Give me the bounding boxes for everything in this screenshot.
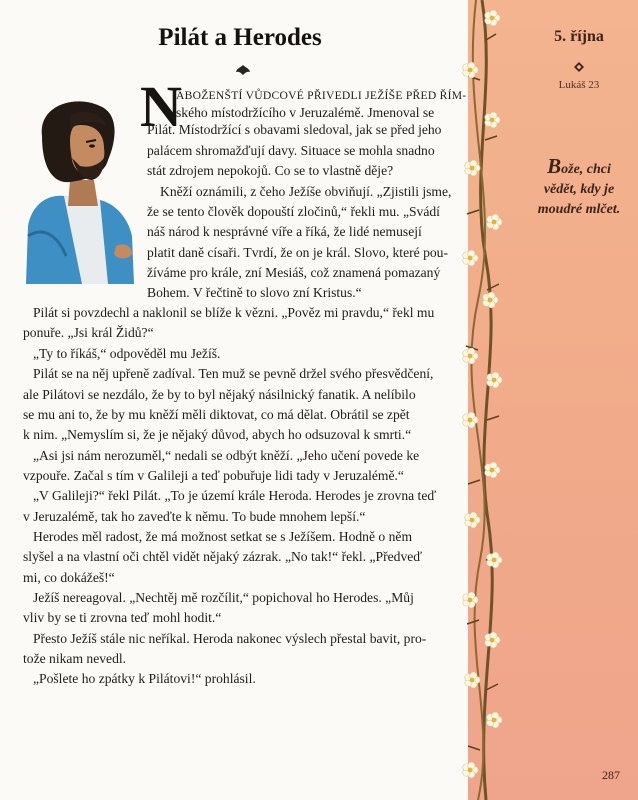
text-line: „Ty to říkáš,“ odpověděl mu Ježíš. xyxy=(33,346,221,361)
text-line: ského místodržícího v Jeruzalémě. Jmenoval se xyxy=(176,105,435,120)
text-line: Herodes měl radost, že má možnost setkat se s Ježíšem. Hodně o něm xyxy=(33,529,413,544)
text-line: ale Pilátovi se nezdálo, že by to byl nějaký násilnický fanatik. A nelíbilo xyxy=(23,387,416,402)
flower-icon xyxy=(463,762,478,778)
text-line: Bohem. V řečtině to slovo zní Kristus.“ xyxy=(147,285,362,300)
quote-line: moudré mlčet. xyxy=(537,202,621,217)
flower-icon xyxy=(463,250,478,266)
text-line: Kněží oznámili, z čeho Ježíše obviňují. „Zjistili jsme, xyxy=(160,184,452,199)
text-line: Ježíš nereagoval. „Nechtěj mě rozčílit,“ popichoval ho Herodes. „Můj xyxy=(33,590,414,605)
text-line: Pilát si povzdechl a naklonil se blíže k vězni. „Pověz mi pravdu,“ řekl mu xyxy=(33,305,435,320)
flower-icon xyxy=(485,112,500,128)
text-line: ponuře. „Jsi král Židů?“ xyxy=(23,325,154,340)
text-line: palácem shromažďují davy. Situace se mohla snadno xyxy=(147,143,435,158)
flower-icon xyxy=(463,62,478,78)
flower-icon xyxy=(487,372,502,388)
date-heading: 5. října xyxy=(554,28,604,45)
text-line: stát zdrojem nepokojů. Co se to vlastně děje? xyxy=(147,163,394,178)
text-line: žíváme pro krále, zní Mesiáš, což znamená pomazaný xyxy=(147,265,441,280)
flower-icon xyxy=(487,552,502,568)
text-line: v Jeruzalémě, tak ho zaveďte k němu. To bude mnohem lepší.“ xyxy=(23,509,366,524)
flower-icon xyxy=(485,10,500,26)
page-title: Pilát a Herodes xyxy=(158,24,322,51)
text-line: „Pošlete ho zpátky k Pilátovi!“ prohlásil. xyxy=(33,671,256,686)
text-line: vzpouře. Začal s tím v Galileji a teď pobuřuje lidi tady v Jeruzalémě.“ xyxy=(23,468,404,483)
text-line: náš národ k nesprávné víře a říká, že lidé nemusejí xyxy=(147,224,422,239)
drop-cap: N xyxy=(140,74,182,139)
flower-icon xyxy=(487,712,502,728)
text-line: vliv by se ti zrovna teď mohl hodit.“ xyxy=(23,610,222,625)
flower-icon xyxy=(485,632,500,648)
flower-icon xyxy=(465,512,480,528)
quote-line: ože, chci xyxy=(561,162,611,177)
diamond-ornament-icon xyxy=(574,62,584,72)
text-line: Pilát. Místodržící s obavami sledoval, jak se před jeho xyxy=(147,122,442,137)
text-line: Pilát se na něj upřeně zadíval. Ten muž se pevně držel svého přesvědčení, xyxy=(33,366,434,381)
flower-icon xyxy=(487,214,502,230)
bible-reference: Lukáš 23 xyxy=(558,79,600,91)
flower-icon xyxy=(465,160,480,176)
text-line: že se tento člověk dopouští zločinů,“ řekli mu. „Svádí xyxy=(147,204,440,219)
flower-icon xyxy=(483,292,498,308)
flower-icon xyxy=(463,348,478,364)
text-line: mi, co dokážeš!“ xyxy=(23,570,115,585)
text-line: se mu ani to, že by mu kněží měli diktovat, co má dělat. Obrátil se zpět xyxy=(23,407,410,422)
text-line: „Asi jsi nám nerozuměl,“ nedali se odbýt kněží. „Jeho učení povede ke xyxy=(33,448,420,463)
text-line: k nim. „Nemyslím si, že je nějaký důvod, abych ho odsuzoval k smrti.“ xyxy=(23,427,412,442)
fleuron-ornament-icon xyxy=(235,64,251,76)
jesus-portrait-illustration xyxy=(24,96,136,284)
prayer-quote xyxy=(520,156,638,220)
text-line: ÁBOŽENŠTÍ VŮDCOVÉ PŘIVEDLI JEŽÍŠE PŘED ŘÍM- xyxy=(176,89,467,102)
text-line: „V Galileji?“ řekl Pilát. „To je území krále Heroda. Herodes je zrovna teď xyxy=(33,488,437,503)
flower-icon xyxy=(485,462,500,478)
quote-initial: B xyxy=(547,154,562,178)
quote-line: vědět, kdy je xyxy=(543,182,615,197)
text-line: Přesto Ježíš stále nic neříkal. Heroda nakonec výslech přestal bavit, pro- xyxy=(33,631,427,646)
text-line: platit daně císaři. Tvrdí, že on je král. Slovo, které pou- xyxy=(147,245,448,260)
text-line: slyšel a na vlastní oči chtěl vidět nějaký zázrak. „No tak!“ řekl. „Předveď xyxy=(23,549,423,564)
thorn-vine-border xyxy=(452,0,522,800)
page-number: 287 xyxy=(602,768,620,782)
text-line: tože nikam nevedl. xyxy=(23,651,127,666)
